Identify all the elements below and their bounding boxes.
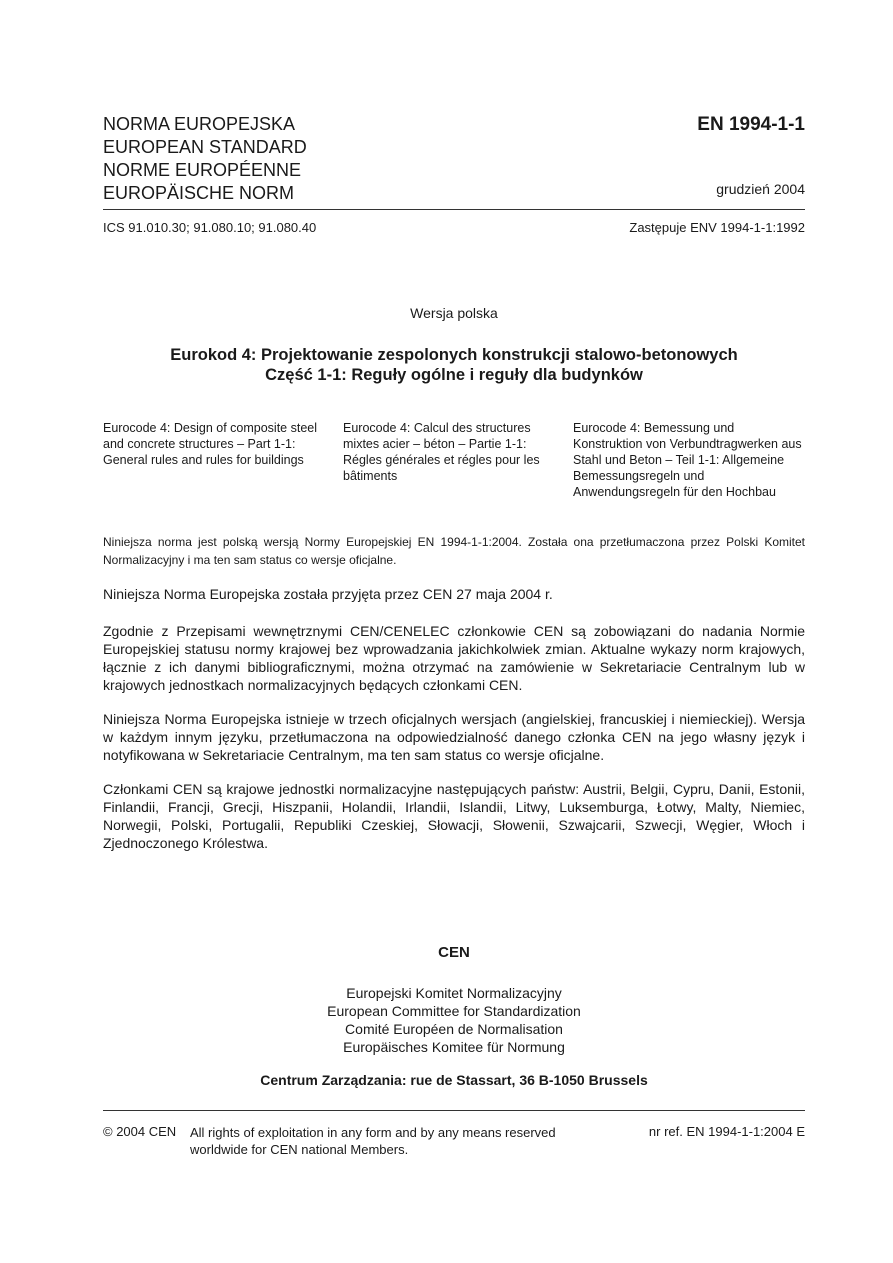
- reference-number: nr ref. EN 1994-1-1:2004 E: [648, 1124, 805, 1139]
- alt-title-german: Eurocode 4: Bemessung und Konstruktion von Verbundtragwerken aus Stahl und Beton – Teil 1-1: Allgemeine Bemessungsregeln und Anwendungsregeln für den Hochbau: [573, 421, 802, 499]
- norm-name-en: EUROPEAN STANDARD: [103, 137, 307, 157]
- version-label: Wersja polska: [410, 305, 498, 321]
- headquarters-address: Centrum Zarządzania: rue de Stassart, 36 B-1050 Brussels: [260, 1072, 648, 1088]
- committee-name-pl: Europejski Komitet Normalizacyjny: [346, 985, 562, 1001]
- copyright: © 2004 CEN: [103, 1124, 177, 1139]
- title-line-1: Eurokod 4: Projektowanie zespolonych konstrukcji stalowo-betonowych: [170, 346, 738, 364]
- norm-name-pl: NORMA EUROPEJSKA: [103, 114, 296, 134]
- footer-divider: [103, 1110, 805, 1111]
- cen-label: CEN: [438, 944, 470, 961]
- document-title: [0, 345, 893, 385]
- header-divider: [103, 209, 805, 210]
- title-line-2: Część 1-1: Reguły ogólne i reguły dla budynków: [265, 366, 643, 384]
- ics-codes: ICS 91.010.30; 91.080.10; 91.080.40: [103, 220, 317, 235]
- norm-name-fr: NORME EUROPÉENNE: [103, 160, 302, 180]
- standard-code: EN 1994-1-1: [697, 114, 805, 135]
- adoption-paragraph: Niniejsza Norma Europejska została przyjęta przez CEN 27 maja 2004 r.: [103, 586, 553, 602]
- norm-name-de: EUROPÄISCHE NORM: [103, 183, 295, 203]
- supersedes-note: Zastępuje ENV 1994-1-1:1992: [629, 220, 805, 235]
- national-status-paragraph: Zgodnie z Przepisami wewnętrznymi CEN/CENELEC członkowie CEN są zobowiązani do nadania Normie Europejskiej statusu normy krajowej bez wprowadzania jakichkolwiek zmian. Aktualne wykazy norm krajowych, łącznie z ich danymi bibliograficznymi, można otrzymać na zamówienie w Sekretariacie Centralnym lub w krajowych jednostkach normalizacyjnych będących członkami CEN.: [103, 623, 805, 693]
- alt-title-french: Eurocode 4: Calcul des structures mixtes acier – béton – Partie 1-1: Régles générales et régles pour les bâtiments: [343, 421, 540, 483]
- publication-date: grudzień 2004: [716, 181, 805, 197]
- norm-names: [103, 113, 307, 205]
- committee-name-fr: Comité Européen de Normalisation: [345, 1021, 563, 1037]
- committee-name-de: Europäisches Komitee für Normung: [343, 1039, 565, 1055]
- translation-note: Niniejsza norma jest polską wersją Normy Europejskiej EN 1994-1-1:2004. Została ona przetłumaczona przez Polski Komitet Normalizacyjny i ma ten sam status co wersje oficjalne.: [103, 535, 805, 567]
- committee-names: [0, 984, 893, 1056]
- rights-statement: All rights of exploitation in any form and by any means reserved worldwide for CEN national Members.: [190, 1125, 556, 1157]
- official-versions-paragraph: Niniejsza Norma Europejska istnieje w trzech oficjalnych wersjach (angielskiej, francuskiej i niemieckiej). Wersja w każdym innym języku, przetłumaczona na odpowiedzialność danego członka CEN na jego własny język i notyfikowana w Sekretariacie Centralnym, ma ten sam status co wersje oficjalne.: [103, 711, 805, 763]
- committee-name-en: European Committee for Standardization: [327, 1003, 581, 1019]
- alt-title-english: Eurocode 4: Design of composite steel and concrete structures – Part 1-1: General rules and rules for buildings: [103, 421, 318, 467]
- members-paragraph: Członkami CEN są krajowe jednostki normalizacyjne następujących państw: Austrii, Belgii, Cypru, Danii, Estonii, Finlandii, Francji, Grecji, Hiszpanii, Holandii, Irlandii, Islandii, Litwy, Luksemburga, Łotwy, Malty, Niemiec, Norwegii, Polski, Portugalii, Republiki Czeskiej, Słowacji, Słowenii, Szwajcarii, Szwecji, Węgier, Włoch i Zjednoczonego Królestwa.: [103, 781, 805, 851]
